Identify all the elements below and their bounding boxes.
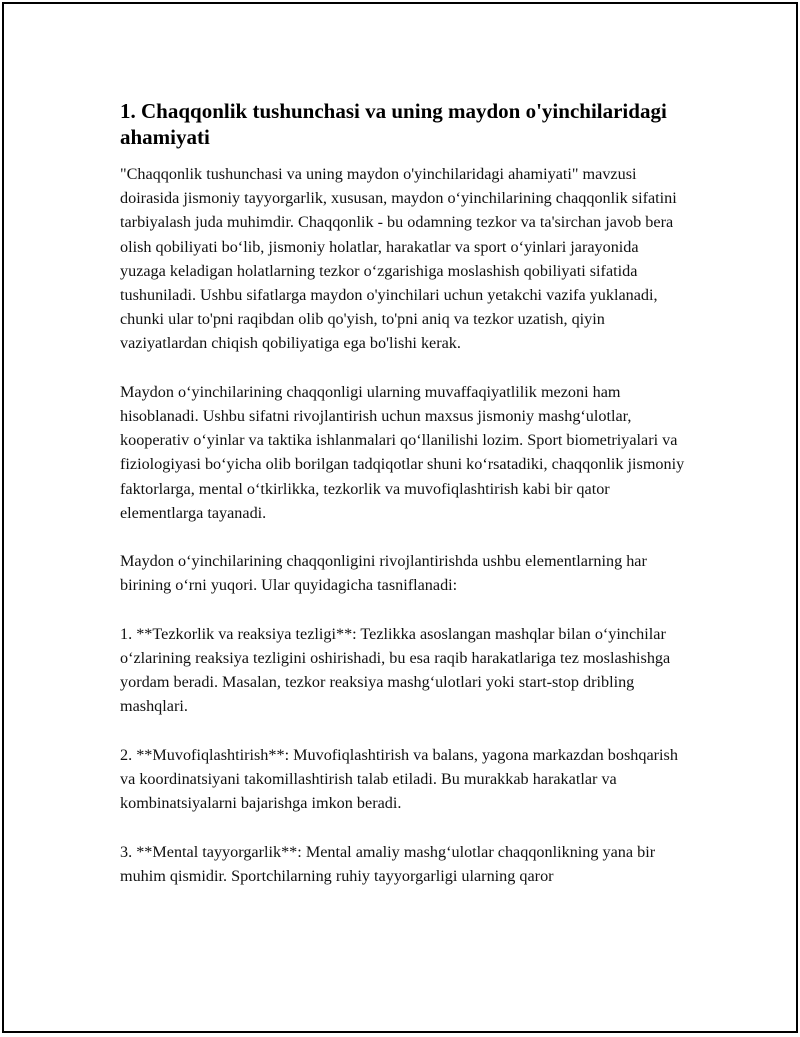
document-body [120,98,686,912]
list-item-coordination: 2. **Muvofiqlashtirish**: Muvofiqlashtirish va balans, yagona markazdan boshqarish va koordinatsiyani takomillashtirish talab etiladi. Bu murakkab harakatlar va kombinatsiyalarni bajarishga imkon beradi. [120,745,678,813]
paragraph-success-criteria: Maydon o‘yinchilarining chaqqonligi ularning muvaffaqiyatlilik mezoni ham hisoblanadi. Ushbu sifatni rivojlantirish uchun maxsus jismoniy mashg‘ulotlar, kooperativ o‘yinlar va taktika ishlanmalari qo‘llanilishi lozim. Sport biometriyalari va fiziologiyasi bo‘yicha olib borilgan tadqiqotlar shuni ko‘rsatadiki, chaqqonlik jismoniy faktorlarga, mental o‘tkirlikka, tezkorlik va muvofiqlashtirish kabi bir qator elementlarga tayanadi. [120,382,685,522]
section-heading: 1. Chaqqonlik tushunchasi va uning maydon o'yinchilaridagi ahamiyati [120,99,667,149]
list-item-speed-reaction: 1. **Tezkorlik va reaksiya tezligi**: Tezlikka asoslangan mashqlar bilan o‘yinchilar o‘zlarining reaksiya tezligini oshirishadi, bu esa raqib harakatlariga tez moslashishga yordam beradi. Masalan, tezkor reaksiya mashg‘ulotlari yoki start-stop dribling mashqlari. [120,624,671,716]
paragraph-elements-intro: Maydon o‘yinchilarining chaqqonligini rivojlantirishda ushbu elementlarning har birining o‘rni yuqori. Ular quyidagicha tasniflanadi: [120,552,647,595]
document-page [2,2,798,1033]
paragraph-intro: "Chaqqonlik tushunchasi va uning maydon o'yinchilaridagi ahamiyati" mavzusi doirasida jismoniy tayyorgarlik, xususan, maydon o‘yinchilarining chaqqonlik sifatini tarbiyalash juda muhimdir. Chaqqonlik - bu odamning tezkor va ta'sirchan javob bera olish qobiliyati bo‘lib, jismoniy holatlar, harakatlar va sport o‘yinlari jarayonida yuzaga keladigan holatlarning tezkor o‘zgarishiga moslashish qobiliyati sifatida tushuniladi. Ushbu sifatlarga maydon o'yinchilari uchun yetakchi vazifa yuklanadi, chunki ular to'pni raqibdan olib qo'yish, to'pni aniq va tezkor uzatish, qiyin vaziyatlardan chiqish qobiliyatiga ega bo'lishi kerak. [120,165,677,353]
list-item-mental-preparation: 3. **Mental tayyorgarlik**: Mental amaliy mashg‘ulotlar chaqqonlikning yana bir muhim qismidir. Sportchilarning ruhiy tayyorgarligi ularning qaror [120,842,656,885]
